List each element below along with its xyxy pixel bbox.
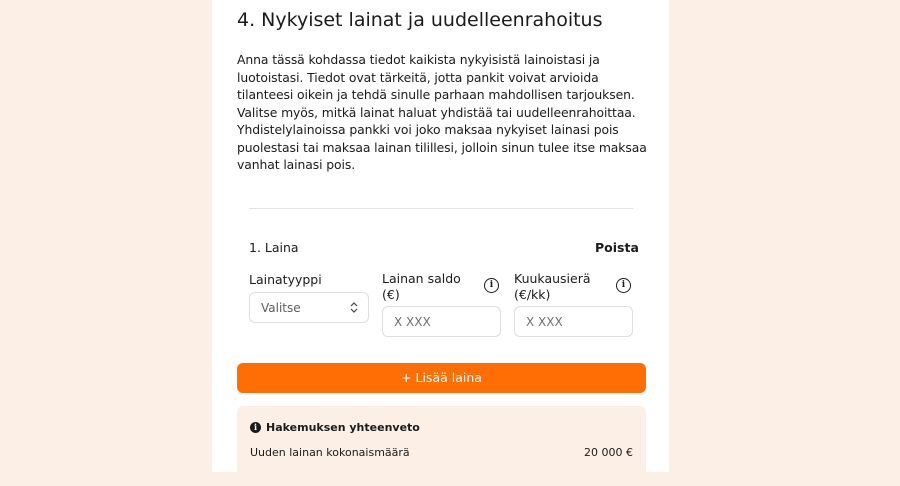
intro-line: Valitse myös, mitkä lainat haluat yhdistää tai uudelleenrahoittaa. bbox=[237, 104, 636, 120]
loan-balance-label bbox=[382, 271, 461, 303]
summary-total-value: 20 000 € bbox=[584, 446, 633, 459]
intro-line: puolestasi tai maksaa lainan tilillesi, jolloin sinun tulee itse maksaa bbox=[237, 139, 647, 155]
loan-type-label: Lainatyyppi bbox=[249, 272, 322, 287]
balance-info-icon[interactable]: i bbox=[484, 278, 499, 293]
loan-type-value: Valitse bbox=[261, 301, 301, 315]
summary-title: Hakemuksen yhteenveto bbox=[266, 421, 420, 434]
monthly-payment-input[interactable] bbox=[514, 306, 633, 337]
monthly-payment-label-text: Kuukausierä bbox=[514, 271, 591, 286]
form-card bbox=[212, 0, 669, 472]
add-loan-button[interactable]: + Lisää laina bbox=[237, 363, 646, 393]
intro-line: vanhat lainasi pois. bbox=[237, 157, 356, 172]
intro-line: luotoistasi. Tiedot ovat tärkeitä, jotta pankit voivat arvioida bbox=[237, 69, 599, 85]
info-icon: i bbox=[250, 422, 261, 433]
section-title: 4. Nykyiset lainat ja uudelleenrahoitus bbox=[237, 9, 603, 31]
loan-balance-placeholder: X XXX bbox=[394, 315, 431, 329]
intro-line: Yhdistelylainoissa pankki voi joko maksaa nykyiset lainasi pois bbox=[237, 122, 619, 137]
section-divider bbox=[249, 208, 633, 209]
loan-type-select[interactable] bbox=[249, 292, 369, 323]
loan-balance-unit: (€) bbox=[382, 287, 400, 302]
select-chevron-icon bbox=[350, 293, 358, 323]
section-intro bbox=[237, 51, 657, 174]
summary-total-label: Uuden lainan kokonaismäärä bbox=[250, 446, 410, 459]
intro-line: Anna tässä kohdassa tiedot kaikista nykyisistä lainoistasi ja bbox=[237, 52, 600, 67]
loan-balance-label-text: Lainan saldo bbox=[382, 271, 461, 286]
monthly-info-icon[interactable]: i bbox=[616, 278, 631, 293]
remove-loan-button[interactable]: Poista bbox=[595, 240, 639, 255]
intro-line: tilanteesi oikein ja tehdä sinulle parhaan mahdollisen tarjouksen. bbox=[237, 87, 635, 102]
monthly-payment-placeholder: X XXX bbox=[526, 315, 563, 329]
loan-balance-input[interactable] bbox=[382, 306, 501, 337]
monthly-payment-label bbox=[514, 271, 591, 303]
monthly-payment-unit: (€/kk) bbox=[514, 287, 551, 302]
application-summary bbox=[237, 406, 646, 486]
loan-label: 1. Laina bbox=[249, 240, 299, 255]
